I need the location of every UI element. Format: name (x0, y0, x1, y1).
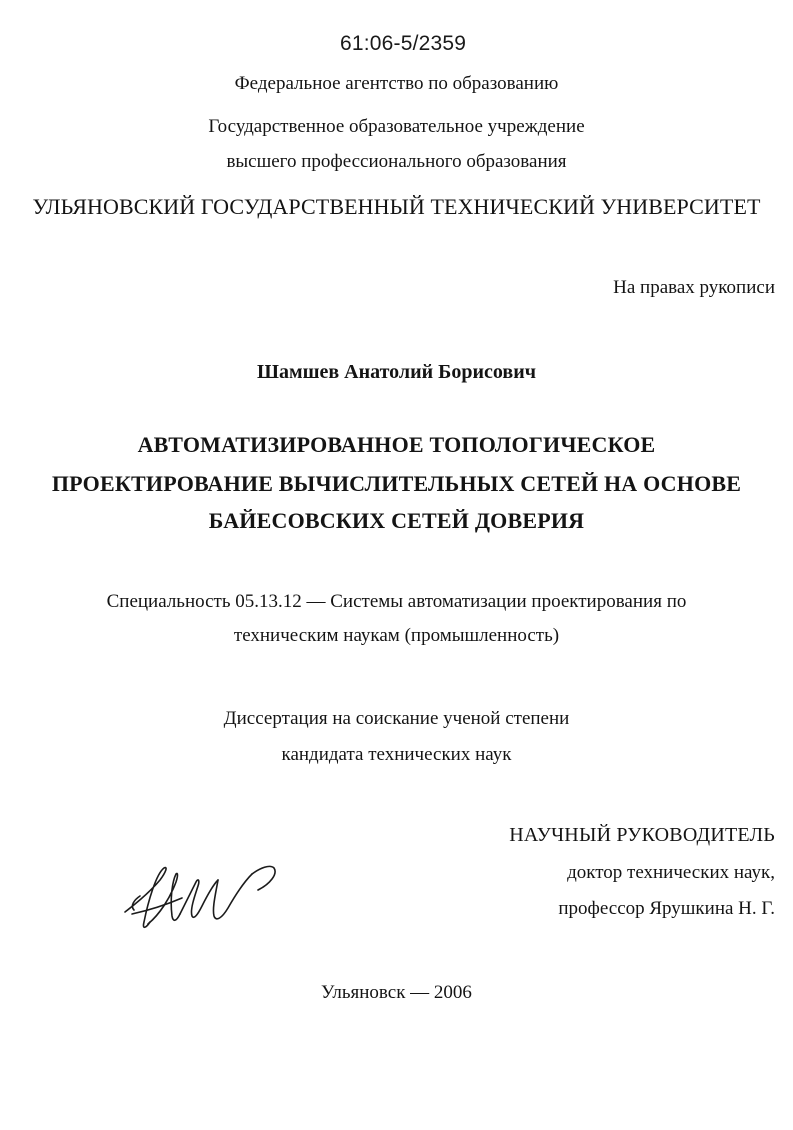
specialty-line-1: Специальность 05.13.12 — Системы автоматизации проектирования по (106, 591, 687, 612)
manuscript-note: На правах рукописи (613, 277, 775, 298)
title-line-2: ПРОЕКТИРОВАНИЕ ВЫЧИСЛИТЕЛЬНЫХ СЕТЕЙ НА ОСНОВЕ (51, 471, 742, 496)
supervisor-degree: доктор технических наук, (567, 862, 775, 883)
title-line-3: БАЙЕСОВСКИХ СЕТЕЙ ДОВЕРИЯ (208, 508, 585, 533)
degree-line-2: кандидата технических наук (281, 744, 512, 765)
agency-line: Федеральное агентство по образованию (234, 73, 559, 94)
city-year: Ульяновск — 2006 (321, 982, 472, 1003)
archive-stamp: 61:06-5/2359 (340, 32, 467, 55)
author-name: Шамшев Анатолий Борисович (256, 361, 536, 383)
supervisor-heading: НАУЧНЫЙ РУКОВОДИТЕЛЬ (509, 824, 775, 846)
handwritten-signature-icon (120, 852, 280, 937)
university-name: УЛЬЯНОВСКИЙ ГОСУДАРСТВЕННЫЙ ТЕХНИЧЕСКИЙ УНИВЕРСИТЕТ (32, 194, 761, 219)
institution-line-2: высшего профессионального образования (226, 151, 567, 172)
title-line-1: АВТОМАТИЗИРОВАННОЕ ТОПОЛОГИЧЕСКОЕ (137, 432, 656, 457)
specialty-line-2: техническим наукам (промышленность) (233, 625, 560, 646)
institution-line-1: Государственное образовательное учреждение (208, 116, 585, 137)
degree-line-1: Диссертация на соискание ученой степени (223, 708, 570, 729)
supervisor-name: профессор Ярушкина Н. Г. (558, 898, 775, 919)
